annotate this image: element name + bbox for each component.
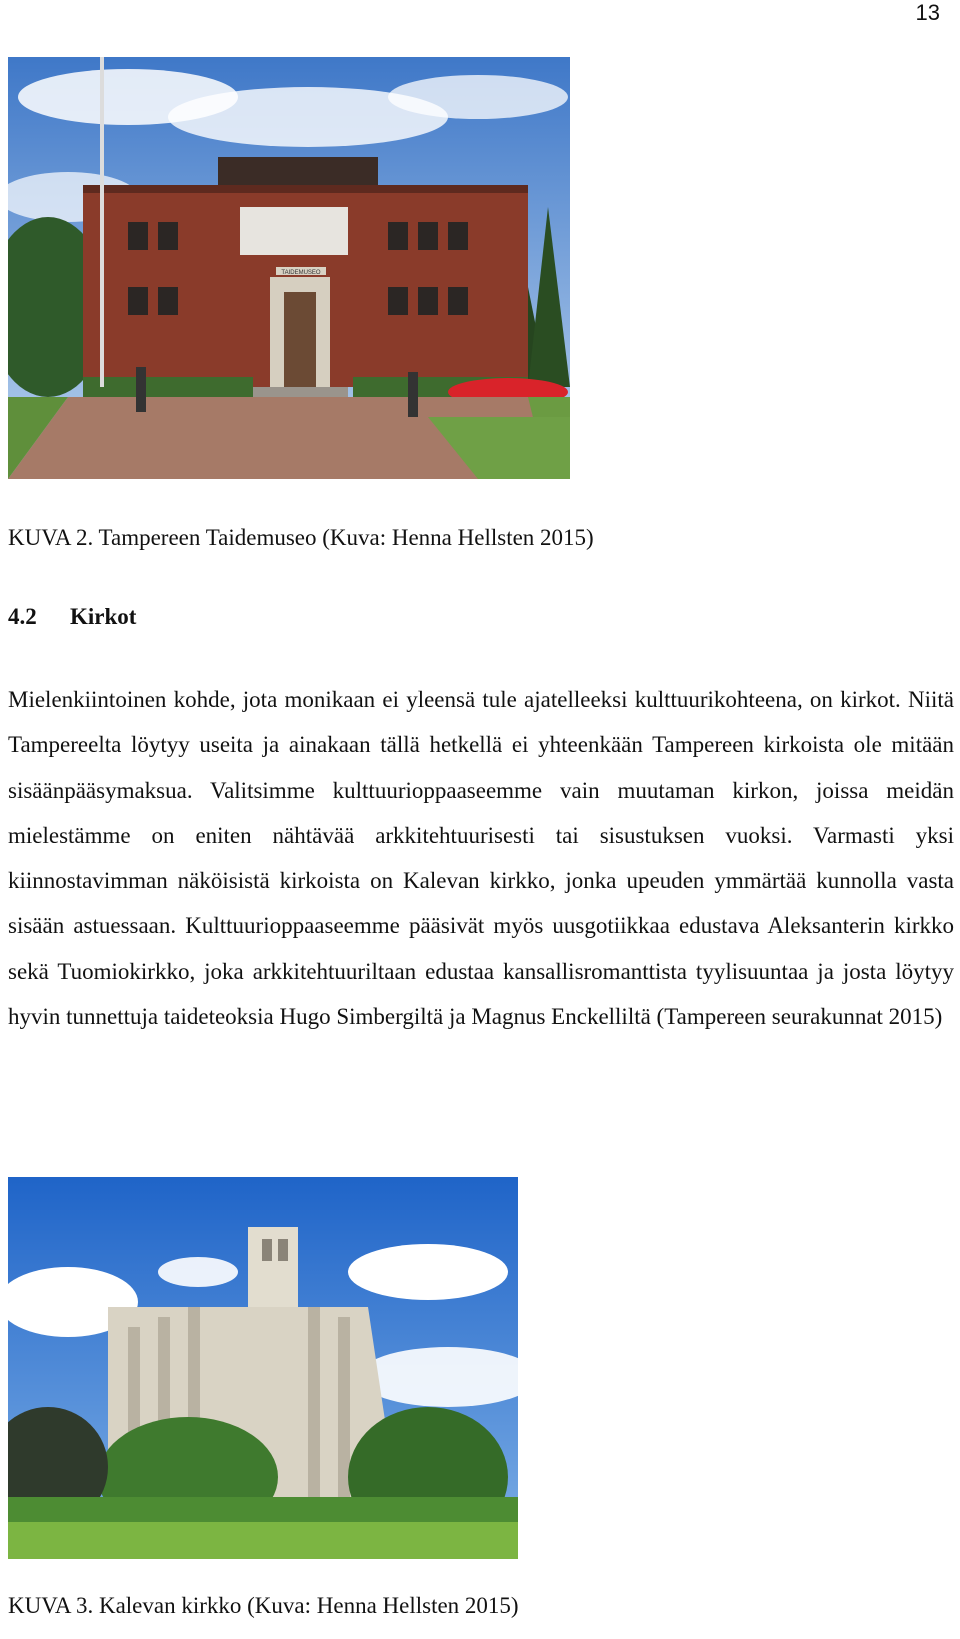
museum-sign-text: TAIDEMUSEO	[281, 270, 321, 276]
section-title: Kirkot	[70, 604, 137, 629]
section-heading	[8, 604, 136, 630]
figure-1-caption: KUVA 2. Tampereen Taidemuseo (Kuva: Henna Hellsten 2015)	[8, 525, 594, 550]
figure-2-caption: KUVA 3. Kalevan kirkko (Kuva: Henna Hellsten 2015)	[8, 1593, 519, 1618]
page-number: 13	[915, 0, 940, 25]
section-number: 4.2	[8, 604, 37, 629]
body-paragraph: Mielenkiintoinen kohde, jota monikaan ei yleensä tule ajatelleeksi kulttuurikohteena, on kirkot. Niitä Tampereelta löytyy useita ja ainakaan tällä hetkellä ei yhteenkään Tampereen kirkoista ole mitään sisäänpääsymaksua. Valitsimme kulttuurioppaaseemme vain muutaman kirkon, joissa meidän mielestämme on eniten nähtävää arkkitehtuurisesti tai sisustuksen vuoksi. Varmasti yksi kiinnostavimman näköisistä kirkoista on Kalevan kirkko, jonka upeuden ymmärtää kunnolla vasta sisään astuessaan. Kulttuurioppaaseemme pääsivät myös uusgotiikkaa edustava Aleksanterin kirkko sekä Tuomiokirkko, joka arkkitehtuuriltaan edustaa kansallisromanttista tyylisuuntaa ja josta löytyy hyvin tunnettuja taideteoksia Hugo Simbergiltä ja Magnus Enckelliltä (Tampereen seurakunnat 2015)	[8, 687, 954, 1030]
museum-photo	[8, 57, 570, 479]
church-photo	[8, 1177, 518, 1559]
